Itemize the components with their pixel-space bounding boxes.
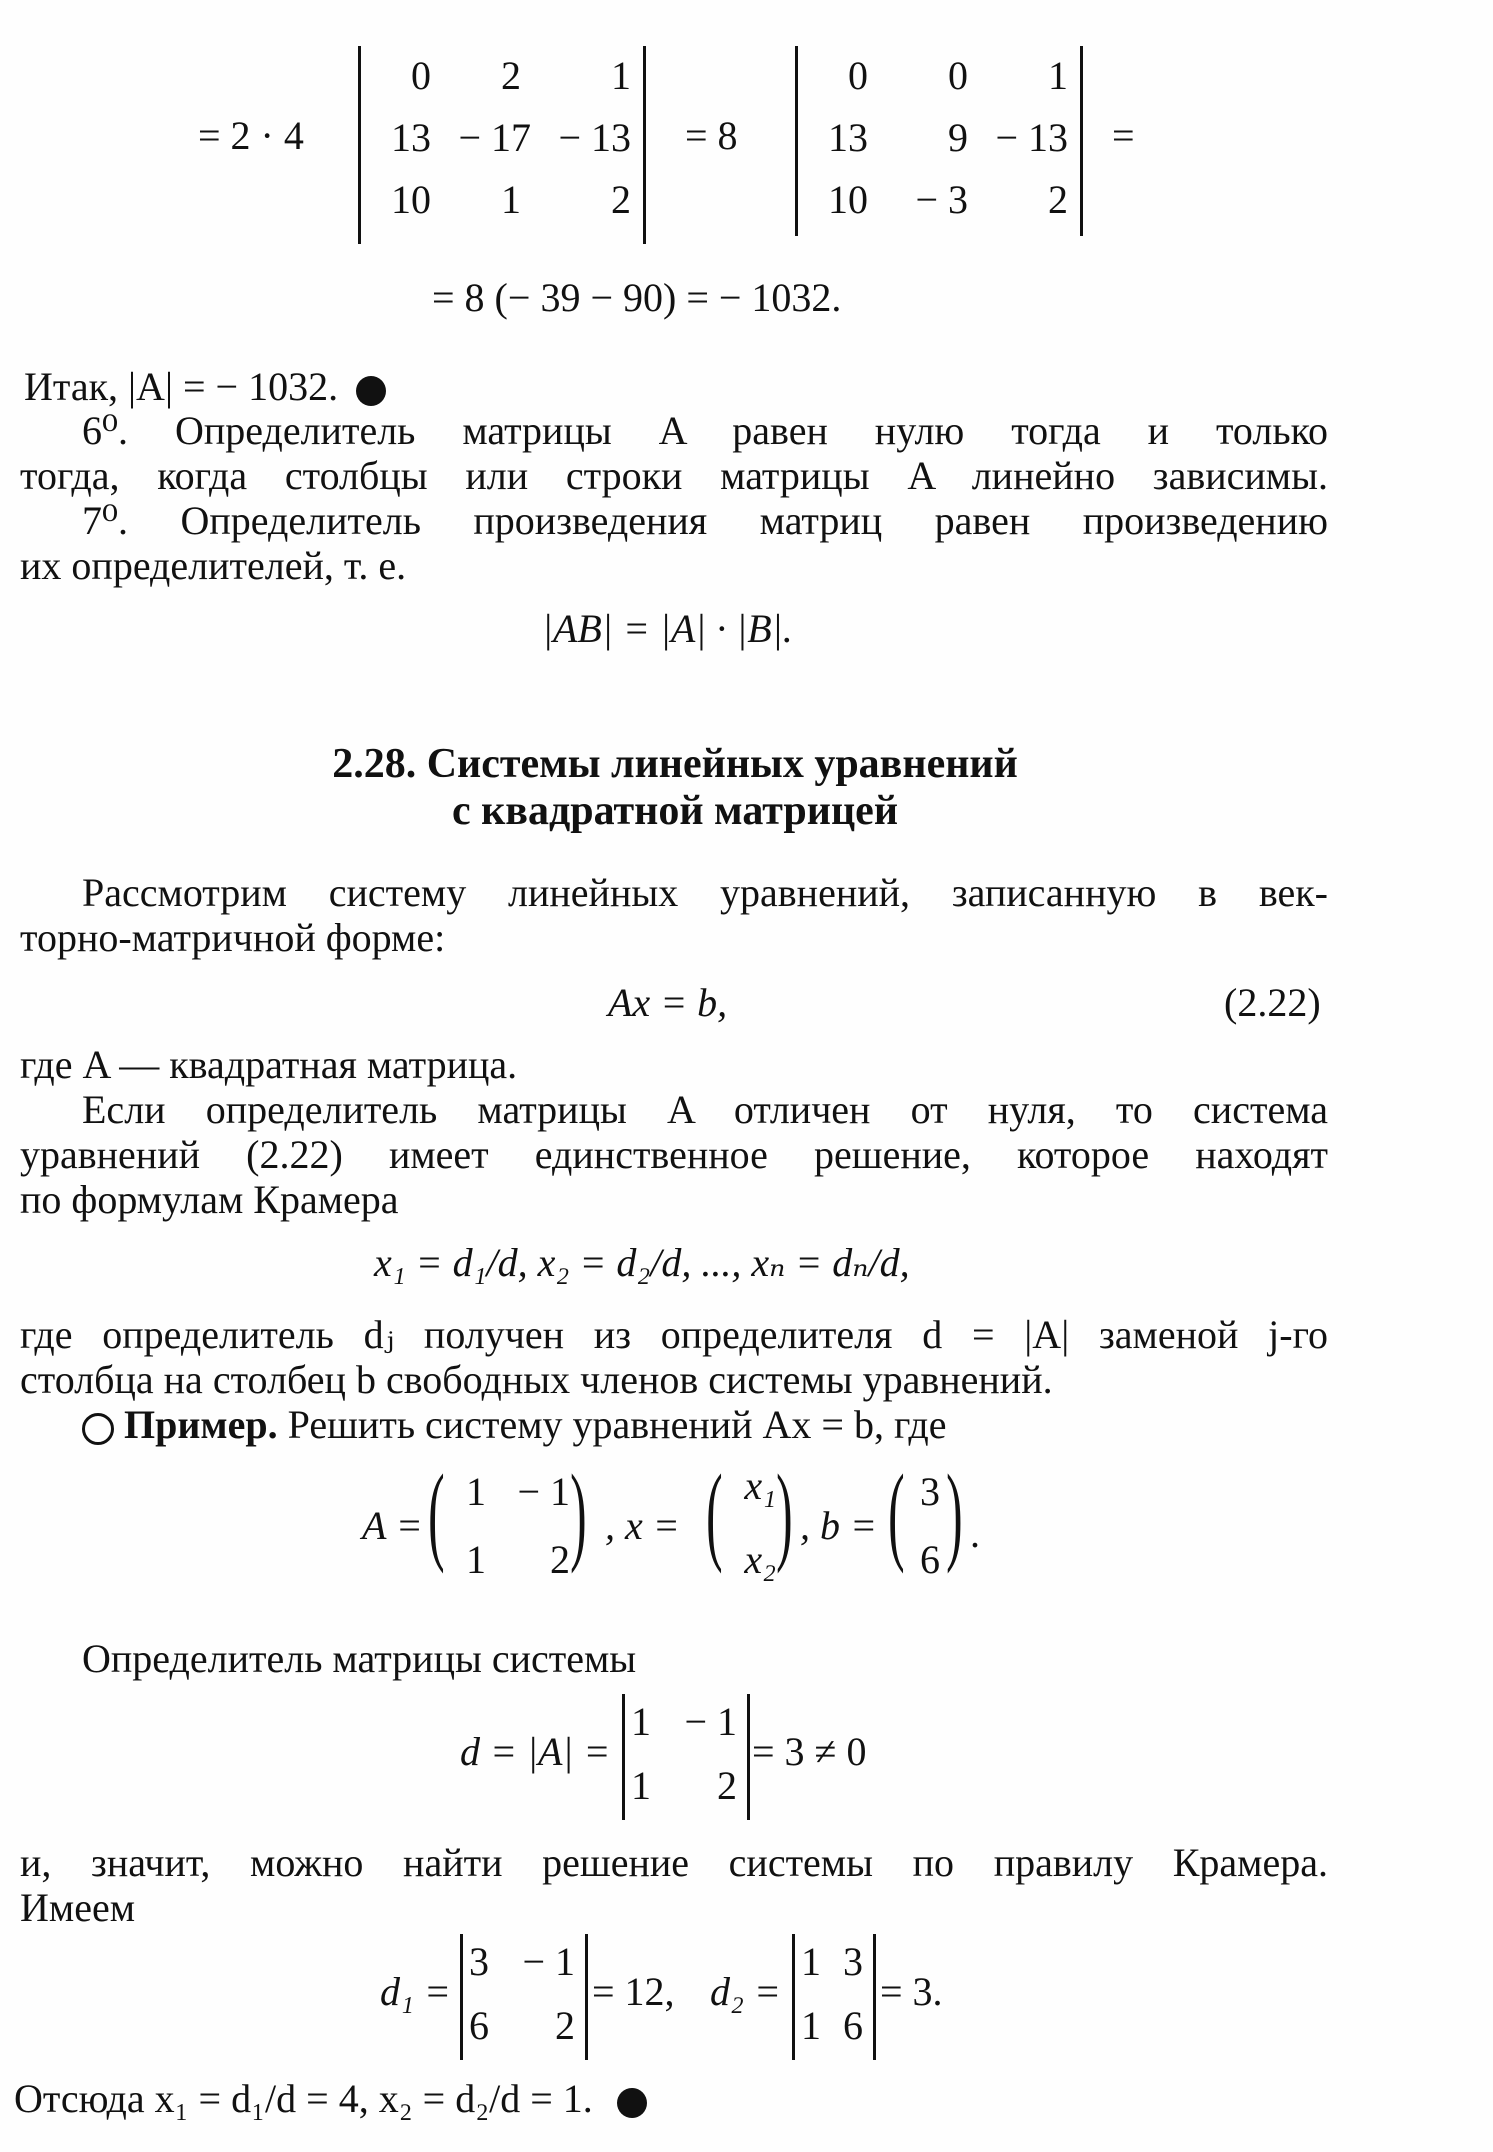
d1-label: d₁ = <box>380 1969 451 2014</box>
vector-b-cell: 3 <box>920 1469 940 1514</box>
det1-cell: − 17 <box>458 115 531 160</box>
det2-cell: 10 <box>828 177 868 222</box>
final-text: Отсюда x₁ = d₁/d = 4, x₂ = d₂/d = 1. <box>14 2076 593 2121</box>
paren-right: ) <box>946 1452 963 1574</box>
paren-left: ( <box>888 1452 905 1574</box>
vector-x-cell: x₁ <box>744 1463 776 1508</box>
determinant-1 <box>358 46 646 244</box>
det2-cell: 1 <box>1048 53 1068 98</box>
det2-cell: 2 <box>1048 177 1068 222</box>
paren-right: ) <box>570 1452 587 1574</box>
d-label: d = |A| = <box>460 1729 611 1774</box>
cramer-line3: по формулам Крамера <box>20 1177 399 1222</box>
vector-x-label: , x = <box>605 1503 680 1548</box>
det1-cell: 10 <box>391 177 431 222</box>
vector-b-label: , b = <box>800 1503 877 1548</box>
section-title-line1: Системы линейных уравнений <box>426 741 1018 787</box>
det1-cell: − 13 <box>558 115 631 160</box>
section-heading <box>0 740 1350 788</box>
end-of-example-icon <box>617 2088 647 2118</box>
d-value: = 3 ≠ 0 <box>752 1729 867 1774</box>
cramer-line5: столбца на столбец b свободных членов системы уравнений. <box>20 1357 1053 1402</box>
d2-value: = 3. <box>880 1969 943 2014</box>
det-intro: Определитель матрицы системы <box>82 1636 637 1681</box>
example-intro <box>82 1402 947 1447</box>
prop6-line2: тогда, когда столбцы или строки матрицы A линейно зависимы. <box>20 453 1328 498</box>
intro-line1: Рассмотрим систему линейных уравнений, записанную в век- <box>82 870 1328 915</box>
section-title-line2: с квадратной матрицей <box>451 788 899 834</box>
prop7-formula: |AB| = |A| · |B|. <box>542 606 793 651</box>
det2-cell: − 13 <box>995 115 1068 160</box>
cramer-formula: x₁ = d₁/d, x₂ = d₂/d, ..., xₙ = dₙ/d, <box>374 1240 910 1285</box>
det2-cell: 13 <box>828 115 868 160</box>
matrix-A-cell: 1 <box>466 1469 486 1514</box>
example-marker-icon <box>82 1413 114 1445</box>
d1-cell: 3 <box>469 1939 489 1984</box>
det1-cell: 2 <box>611 177 631 222</box>
top-eq-mid: = 8 <box>685 113 738 158</box>
d2-cell: 1 <box>801 2003 821 2048</box>
d-cell: 1 <box>631 1699 651 1744</box>
d1-value: = 12, <box>592 1969 675 2014</box>
d-cell: − 1 <box>684 1699 737 1744</box>
det1-cell: 13 <box>391 115 431 160</box>
vector-x-cell: x₂ <box>744 1537 776 1582</box>
equation-number: (2.22) <box>1224 980 1321 1025</box>
determinant-2 <box>795 46 1083 236</box>
det1-cell: 1 <box>611 53 631 98</box>
det2-cell: − 3 <box>915 177 968 222</box>
prop7-line2: их определителей, т. е. <box>20 543 407 588</box>
prop6-line1: 6⁰. Определитель матрицы A равен нулю тогда и только <box>82 408 1328 453</box>
final-line <box>14 2076 647 2121</box>
matrix-A-label: A = <box>362 1503 423 1548</box>
result-text: Итак, |A| = − 1032. <box>24 364 339 409</box>
period: . <box>970 1511 980 1556</box>
prop7-line1: 7⁰. Определитель произведения матриц равен произведению <box>82 498 1328 543</box>
d-cell: 1 <box>631 1763 651 1808</box>
d2-cell: 3 <box>843 1939 863 1984</box>
d2-label: d₂ = <box>710 1969 781 2014</box>
det2-cell: 0 <box>948 53 968 98</box>
intro-line2: торно-матричной форме: <box>20 915 446 960</box>
section-number: 2.28. <box>332 741 417 787</box>
paren-left: ( <box>428 1452 445 1574</box>
intro-formula: Ax = b, <box>608 980 728 1025</box>
d2-determinant <box>792 1934 876 2060</box>
conclusion-line2: Имеем <box>20 1885 136 1930</box>
paren-left: ( <box>706 1452 723 1574</box>
top-eq-rhs: = <box>1112 113 1135 158</box>
result-line <box>24 364 386 409</box>
top-eq-lhs: = 2 · 4 <box>198 113 304 158</box>
conclusion-line1: и, значит, можно найти решение системы по правилу Крамера. <box>20 1840 1328 1885</box>
matrix-A-cell: − 1 <box>517 1469 570 1514</box>
det1-cell: 2 <box>501 53 521 98</box>
cramer-line2: уравнений (2.22) имеет единственное решение, которое находят <box>20 1132 1328 1177</box>
d-determinant <box>622 1694 750 1820</box>
det2-cell: 0 <box>848 53 868 98</box>
det1-cell: 1 <box>501 177 521 222</box>
end-of-proof-icon <box>356 376 386 406</box>
cramer-line1: Если определитель матрицы A отличен от нуля, то система <box>82 1087 1328 1132</box>
intro-line3: где A — квадратная матрица. <box>20 1042 518 1087</box>
d2-cell: 1 <box>801 1939 821 1984</box>
example-text: Решить систему уравнений Ax = b, где <box>287 1402 947 1447</box>
d-cell: 2 <box>717 1763 737 1808</box>
det2-cell: 9 <box>948 115 968 160</box>
paren-right: ) <box>776 1452 793 1574</box>
d1-cell: 6 <box>469 2003 489 2048</box>
vector-b-cell: 6 <box>920 1537 940 1582</box>
d2-cell: 6 <box>843 2003 863 2048</box>
d1-determinant <box>460 1934 588 2060</box>
matrix-A-cell: 2 <box>550 1537 570 1582</box>
d1-cell: 2 <box>555 2003 575 2048</box>
cramer-line4: где определитель dⱼ получен из определителя d = |A| заменой j-го <box>20 1312 1328 1357</box>
det1-cell: 0 <box>411 53 431 98</box>
d1-cell: − 1 <box>522 1939 575 1984</box>
top-eq-line2: = 8 (− 39 − 90) = − 1032. <box>432 275 842 320</box>
matrix-A-cell: 1 <box>466 1537 486 1582</box>
example-label: Пример. <box>124 1402 278 1447</box>
